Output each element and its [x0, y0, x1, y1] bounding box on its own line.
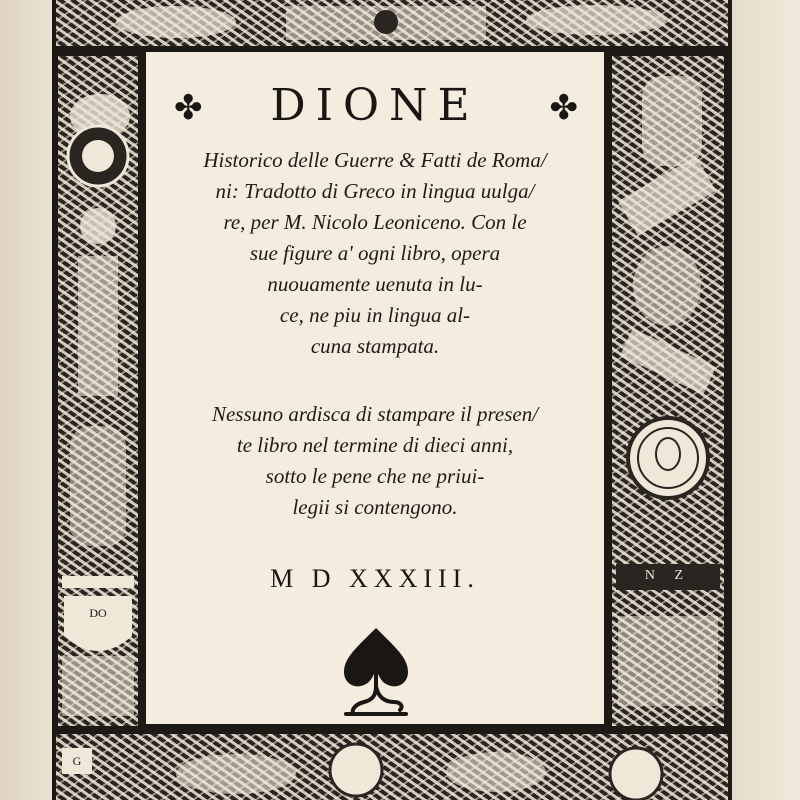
description-line: cuna stampata. [310, 334, 440, 358]
woodcut-border-top [56, 0, 728, 46]
corner-label: G [72, 754, 82, 768]
title-text-block [146, 52, 604, 724]
privilege-line: sotto le pene che ne priui- [265, 464, 485, 488]
woodcut-border-bottom [56, 734, 728, 800]
description-line: sue figure a' ogni libro, opera [249, 241, 501, 265]
page-margin-right [732, 0, 800, 800]
woodcut-border-left [58, 56, 138, 726]
fleuron-right-icon: ✤ [549, 88, 578, 128]
book-title: DIONE [270, 80, 480, 131]
shield-label: DO [89, 606, 107, 620]
description-line: ce, ne piu in lingua al- [279, 303, 471, 327]
woodcut-border-right [612, 56, 724, 726]
privilege-line: te libro nel termine di dieci anni, [236, 433, 514, 457]
privilege-line: legii si contengono. [292, 495, 458, 519]
banner-label: N Z [644, 568, 692, 583]
description-line: nuouamente uenuta in lu- [267, 272, 483, 296]
description-line: Historico delle Guerre & Fatti de Roma/ [203, 148, 547, 172]
fleuron-left-icon: ✤ [174, 88, 203, 128]
page-gutter-left [0, 0, 52, 800]
description-line: re, per M. Nicolo Leoniceno. Con le [223, 210, 527, 234]
publication-date: M D XXXIII. [270, 564, 480, 593]
printers-leaf-mark-icon [336, 614, 416, 724]
description-line: ni: Tradotto di Greco in lingua uulga/ [215, 179, 535, 203]
privilege-line: Nessuno ardisca di stampare il presen/ [211, 402, 539, 426]
